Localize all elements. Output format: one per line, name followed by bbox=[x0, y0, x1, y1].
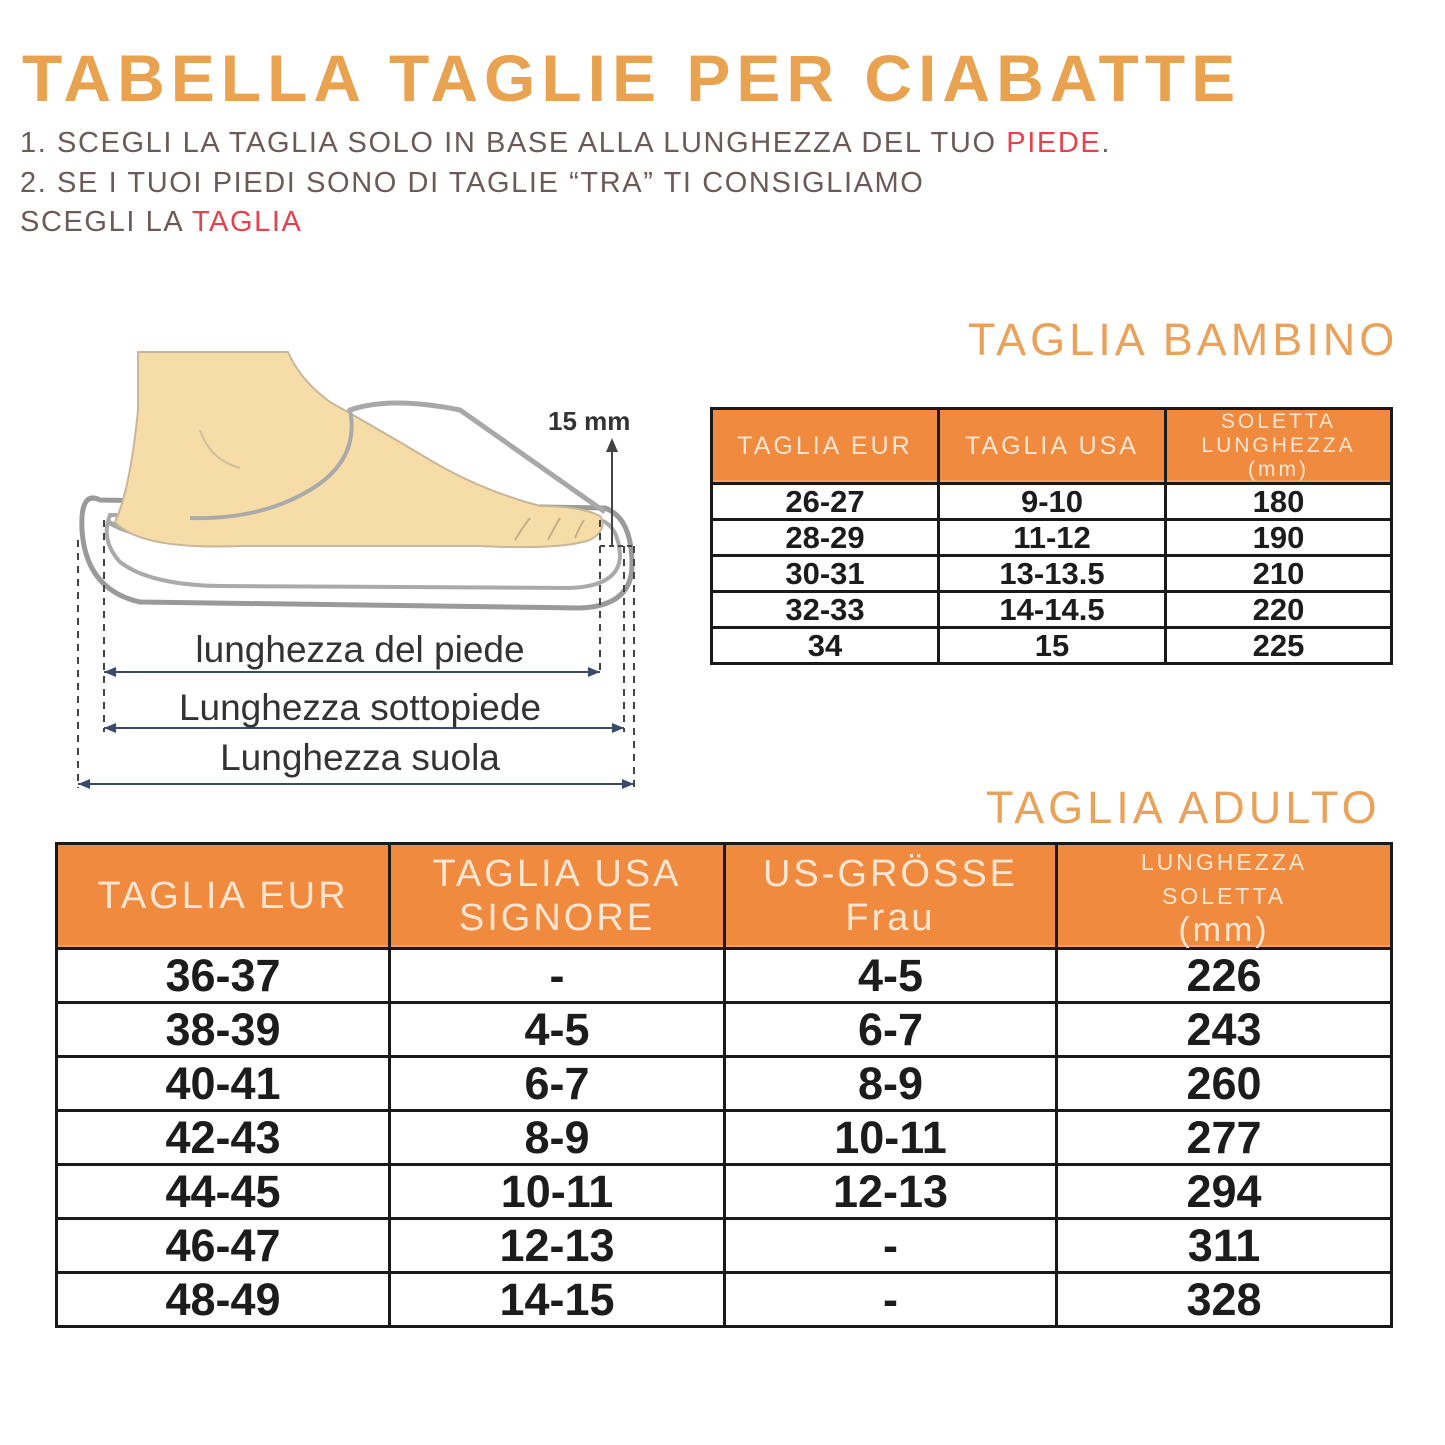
table-cell: 42-43 bbox=[57, 1111, 390, 1165]
table-row bbox=[712, 556, 1392, 592]
table-row bbox=[57, 949, 1392, 1003]
table-cell: 328 bbox=[1057, 1273, 1392, 1327]
table-cell: 260 bbox=[1057, 1057, 1392, 1111]
table-row bbox=[57, 1165, 1392, 1219]
adult-header-insole: LUNGHEZZA SOLETTA (mm) bbox=[1057, 844, 1392, 949]
table-cell: 34 bbox=[712, 628, 939, 664]
table-cell: 294 bbox=[1057, 1165, 1392, 1219]
table-cell: 36-37 bbox=[57, 949, 390, 1003]
adult-header-us-groesse: US-GRÖSSE Frau bbox=[725, 844, 1057, 949]
kids-header-usa: TAGLIA USA bbox=[939, 409, 1166, 484]
instruction-line-2: 2. SE I TUOI PIEDI SONO DI TAGLIE “TRA” TI CONSIGLIAMO bbox=[20, 167, 925, 199]
table-cell: 6-7 bbox=[390, 1057, 725, 1111]
kids-header-row bbox=[712, 409, 1392, 484]
table-cell: 12-13 bbox=[725, 1165, 1057, 1219]
sole-length-label: Lunghezza suola bbox=[220, 737, 500, 778]
table-cell: 14-14.5 bbox=[939, 592, 1166, 628]
adult-header-eur: TAGLIA EUR bbox=[57, 844, 390, 949]
adult-header-usa: TAGLIA USA SIGNORE bbox=[390, 844, 725, 949]
table-cell: 15 bbox=[939, 628, 1166, 664]
adult-section-title: TAGLIA ADULTO bbox=[986, 782, 1381, 833]
table-cell: 180 bbox=[1166, 484, 1392, 520]
kids-header-insole: SOLETTA LUNGHEZZA (mm) bbox=[1166, 409, 1392, 484]
table-row bbox=[712, 520, 1392, 556]
kids-header-eur: TAGLIA EUR bbox=[712, 409, 939, 484]
table-row bbox=[712, 484, 1392, 520]
table-cell: 8-9 bbox=[725, 1057, 1057, 1111]
table-cell: 4-5 bbox=[390, 1003, 725, 1057]
adult-header-row bbox=[57, 844, 1392, 949]
table-cell: 6-7 bbox=[725, 1003, 1057, 1057]
table-cell: 243 bbox=[1057, 1003, 1392, 1057]
table-row bbox=[712, 592, 1392, 628]
kids-size-table bbox=[710, 407, 1393, 665]
table-row bbox=[57, 1219, 1392, 1273]
table-cell: 10-11 bbox=[390, 1165, 725, 1219]
instruction-line-3 bbox=[20, 203, 302, 241]
table-cell: 32-33 bbox=[712, 592, 939, 628]
gap-arrow-head bbox=[606, 438, 618, 452]
table-cell: - bbox=[725, 1219, 1057, 1273]
table-cell: 9-10 bbox=[939, 484, 1166, 520]
table-cell: 4-5 bbox=[725, 949, 1057, 1003]
table-row bbox=[57, 1003, 1392, 1057]
toe-gap-label: 15 mm bbox=[548, 406, 631, 436]
foot-length-label: lunghezza del piede bbox=[195, 629, 525, 670]
table-cell: 8-9 bbox=[390, 1111, 725, 1165]
table-cell: 28-29 bbox=[712, 520, 939, 556]
table-cell: 210 bbox=[1166, 556, 1392, 592]
table-cell: 12-13 bbox=[390, 1219, 725, 1273]
table-cell: 225 bbox=[1166, 628, 1392, 664]
instruction-1-text: 1. SCEGLI LA TAGLIA SOLO IN BASE ALLA LUNGHEZZA DEL TUO bbox=[20, 127, 1007, 159]
table-cell: - bbox=[390, 949, 725, 1003]
instruction-1-end: . bbox=[1101, 127, 1111, 159]
table-cell: 10-11 bbox=[725, 1111, 1057, 1165]
page-title: TABELLA TAGLIE PER CIABATTE bbox=[22, 41, 1242, 115]
table-cell: 44-45 bbox=[57, 1165, 390, 1219]
table-row bbox=[57, 1057, 1392, 1111]
table-cell: 190 bbox=[1166, 520, 1392, 556]
table-cell: 277 bbox=[1057, 1111, 1392, 1165]
table-cell: 220 bbox=[1166, 592, 1392, 628]
instruction-1-highlight: PIEDE bbox=[1006, 127, 1102, 159]
adult-size-table bbox=[55, 842, 1393, 1328]
table-cell: 38-39 bbox=[57, 1003, 390, 1057]
table-cell: 46-47 bbox=[57, 1219, 390, 1273]
table-cell: 14-15 bbox=[390, 1273, 725, 1327]
table-cell: - bbox=[725, 1273, 1057, 1327]
instruction-line-1 bbox=[20, 124, 1111, 162]
insole-length-label: Lunghezza sottopiede bbox=[178, 687, 542, 728]
table-cell: 13-13.5 bbox=[939, 556, 1166, 592]
table-cell: 226 bbox=[1057, 949, 1392, 1003]
table-cell: 26-27 bbox=[712, 484, 939, 520]
foot-measurement-diagram bbox=[60, 340, 680, 800]
table-cell: 40-41 bbox=[57, 1057, 390, 1111]
instruction-3-text: SCEGLI LA bbox=[20, 206, 192, 238]
table-cell: 11-12 bbox=[939, 520, 1166, 556]
table-cell: 30-31 bbox=[712, 556, 939, 592]
table-row bbox=[57, 1273, 1392, 1327]
table-cell: 48-49 bbox=[57, 1273, 390, 1327]
table-row bbox=[57, 1111, 1392, 1165]
instruction-3-highlight: TAGLIA bbox=[191, 206, 303, 238]
table-cell: 311 bbox=[1057, 1219, 1392, 1273]
kids-section-title: TAGLIA BAMBINO bbox=[968, 314, 1399, 365]
table-row bbox=[712, 628, 1392, 664]
